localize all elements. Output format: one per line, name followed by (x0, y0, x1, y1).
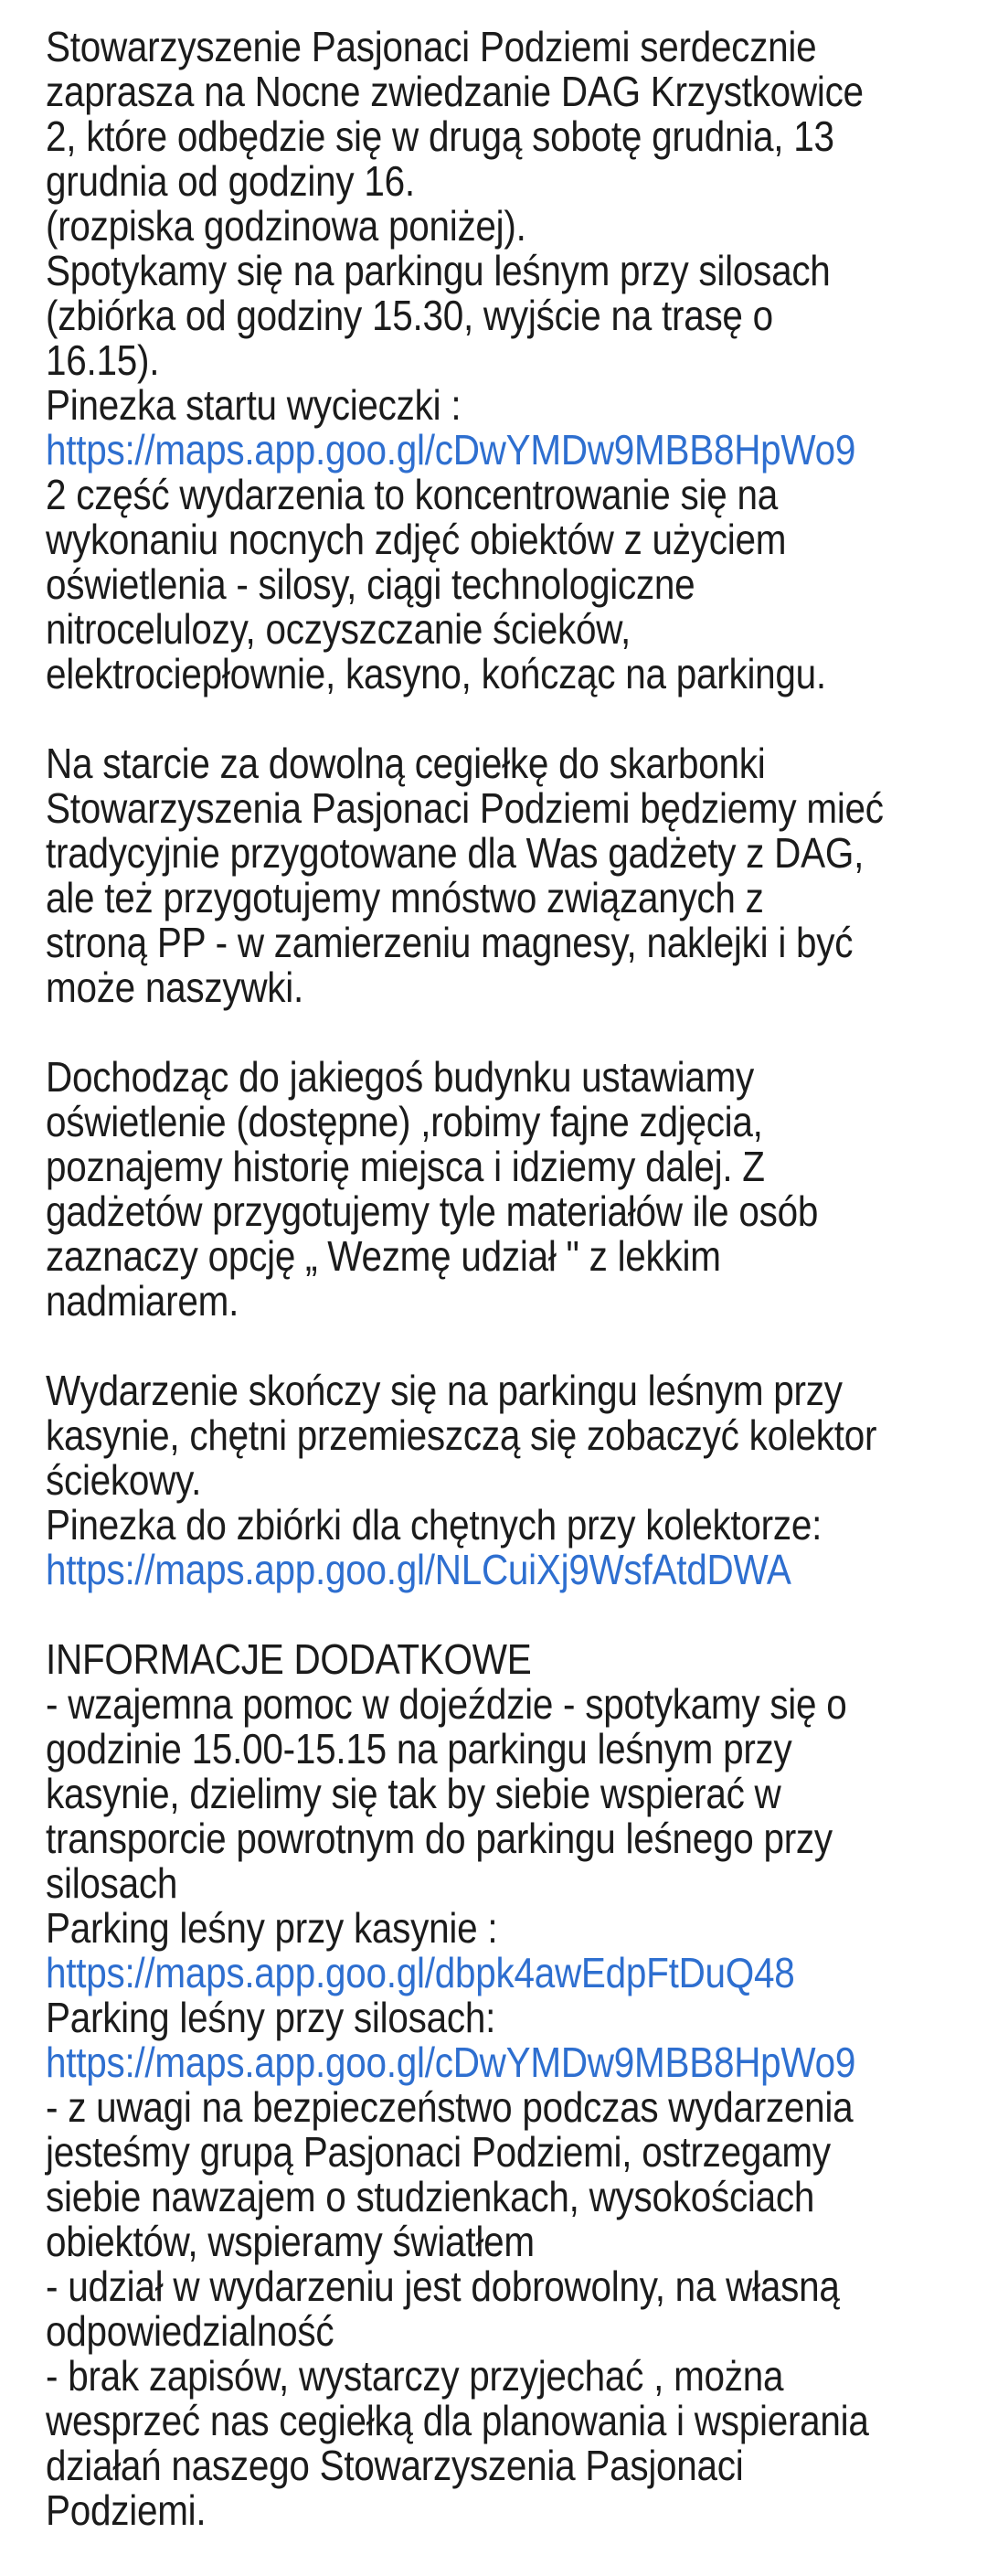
text-line: zaznaczy opcję „ Wezmę udział " z lekkim (46, 1232, 721, 1280)
blank-line (46, 1010, 858, 1055)
text-line: oświetlenie (dostępne) ,robimy fajne zdjęcia, (46, 1098, 763, 1145)
map-link[interactable]: https://maps.app.goo.gl/cDwYMDw9MBB8HpWo9 (46, 2038, 856, 2086)
text-line: Podziemi. (46, 2486, 207, 2534)
text-line: kasynie, dzielimy się tak by siebie wspierać w (46, 1770, 781, 1817)
text-line: nadmiarem. (46, 1277, 239, 1325)
text-line: oświetlenia - silosy, ciągi technologiczne (46, 560, 695, 608)
text-line: INFORMACJE DODATKOWE (46, 1635, 532, 1683)
blank-line (46, 1592, 858, 1637)
text-line: tradycyjnie przygotowane dla Was gadżety z DAG, (46, 829, 865, 877)
text-line: nitrocelulozy, oczyszczanie ścieków, (46, 605, 631, 653)
link-line (46, 1951, 858, 1996)
link-line (46, 2040, 858, 2085)
text-line: poznajemy historię miejsca i idziemy dalej. Z (46, 1143, 765, 1190)
text-line: Parking leśny przy kasynie : (46, 1904, 498, 1952)
text-line: stroną PP - w zamierzeniu magnesy, naklejki i być (46, 919, 854, 966)
text-line: godzinie 15.00-15.15 na parkingu leśnym przy (46, 1725, 792, 1772)
text-line: ale też przygotujemy mnóstwo związanych z (46, 874, 764, 921)
text-line: transporcie powrotnym do parkingu leśnego przy (46, 1815, 833, 1862)
text-line: Stowarzyszenie Pasjonaci Podziemi serdecznie (46, 23, 817, 70)
text-line: kasynie, chętni przemieszczą się zobaczyć kolektor (46, 1411, 877, 1459)
text-line: 2, które odbędzie się w drugą sobotę grudnia, 13 (46, 112, 834, 160)
text-line: Parking leśny przy silosach: (46, 1994, 496, 2041)
text-line: odpowiedzialność (46, 2307, 334, 2355)
text-line: (zbiórka od godziny 15.30, wyjście na trasę o (46, 292, 773, 339)
text-line: gadżetów przygotujemy tyle materiałów ile osób (46, 1187, 819, 1235)
map-link[interactable]: https://maps.app.goo.gl/cDwYMDw9MBB8HpWo9 (46, 426, 856, 474)
text-line: - z uwagi na bezpieczeństwo podczas wydarzenia (46, 2083, 854, 2131)
link-line (46, 428, 858, 473)
text-line: Wydarzenie skończy się na parkingu leśnym przy (46, 1367, 843, 1414)
text-line: obiektów, wspieramy światłem (46, 2218, 535, 2265)
text-line: działań naszego Stowarzyszenia Pasjonaci (46, 2442, 744, 2489)
text-line: Spotykamy się na parkingu leśnym przy silosach (46, 247, 831, 294)
text-line: elektrociepłownie, kasyno, kończąc na parkingu. (46, 650, 826, 697)
text-line: - brak zapisów, wystarczy przyjechać , można (46, 2352, 784, 2400)
text-line: zaprasza na Nocne zwiedzanie DAG Krzystkowice (46, 68, 864, 115)
link-line (46, 1548, 858, 1592)
text-line: Dochodząc do jakiegoś budynku ustawiamy (46, 1053, 755, 1101)
text-line: ściekowy. (46, 1456, 202, 1504)
text-line: 16.15). (46, 336, 160, 384)
text-line: Na starcie za dowolną cegiełkę do skarbonki (46, 740, 766, 787)
text-line: grudnia od godziny 16. (46, 157, 415, 205)
text-line: jesteśmy grupą Pasjonaci Podziemi, ostrzegamy (46, 2128, 831, 2176)
text-line: Stowarzyszenia Pasjonaci Podziemi będziemy mieć (46, 784, 884, 832)
blank-line (46, 1324, 858, 1368)
map-link[interactable]: https://maps.app.goo.gl/dbpk4awEdpFtDuQ48 (46, 1949, 795, 1996)
text-line: wesprzeć nas cegiełką dla planowania i wspierania (46, 2397, 869, 2444)
text-line: wykonaniu nocnych zdjęć obiektów z użyciem (46, 516, 787, 563)
map-link[interactable]: https://maps.app.goo.gl/NLCuiXj9WsfAtdDWA (46, 1546, 791, 1593)
text-line: silosach (46, 1859, 178, 1907)
text-line: Pinezka startu wycieczki : (46, 381, 462, 429)
text-line: siebie nawzajem o studzienkach, wysokościach (46, 2173, 815, 2220)
text-line: Pinezka do zbiórki dla chętnych przy kolektorze: (46, 1501, 822, 1549)
blank-line (46, 697, 858, 741)
text-line: - wzajemna pomoc w dojeździe - spotykamy się o (46, 1680, 847, 1728)
text-line: 2 część wydarzenia to koncentrowanie się na (46, 471, 778, 518)
text-line: (rozpiska godzinowa poniżej). (46, 202, 526, 250)
text-line: - udział w wydarzeniu jest dobrowolny, na własną (46, 2262, 840, 2310)
text-line: może naszywki. (46, 963, 303, 1011)
